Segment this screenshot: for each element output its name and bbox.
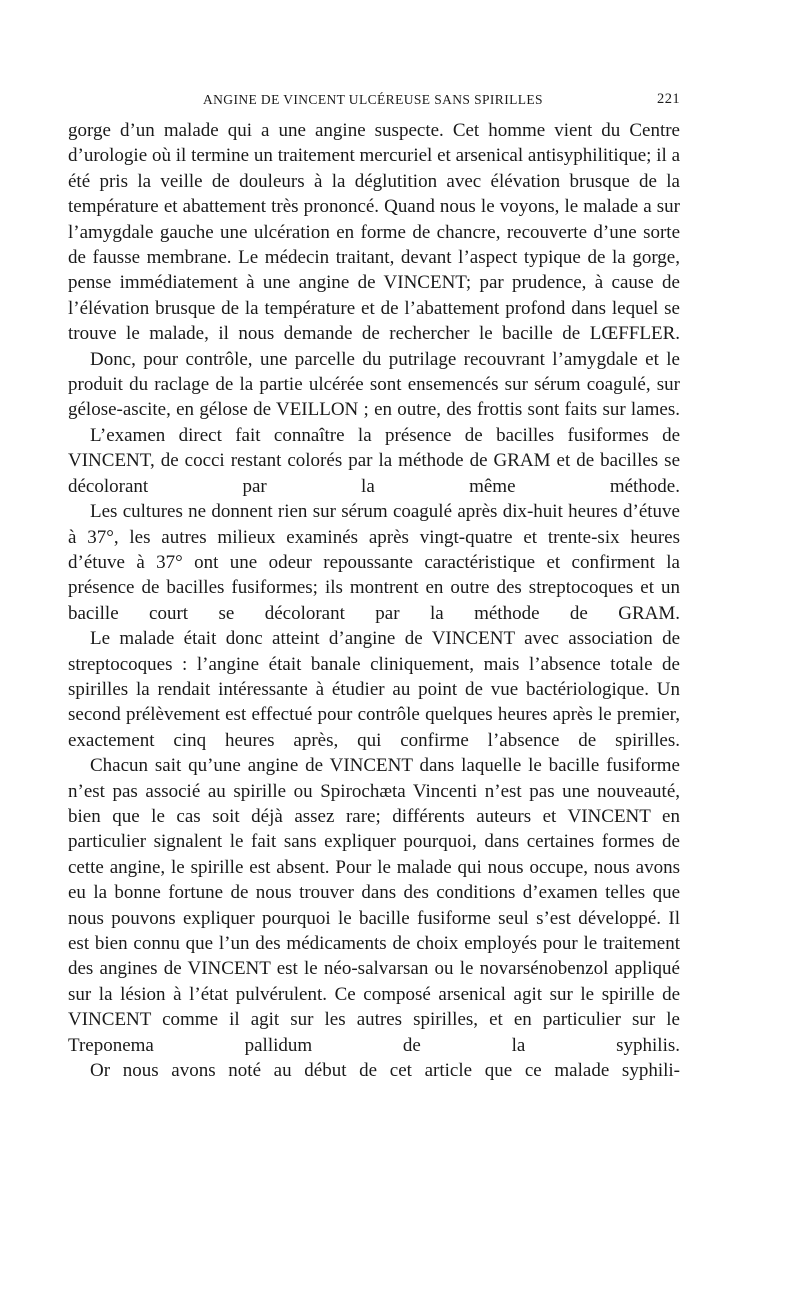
- paragraph-4: Les cultures ne donnent rien sur sérum coagulé après dix-huit heures d’étuve à 37°, les autres milieux examinés après vingt-quatre et trente-six heures d’étuve à 37° ont une odeur repoussante caractéristique et confirment la présence de bacilles fusiformes; ils montrent en outre des streptocoques et un bacille court se décolorant par la méthode de GRAM.: [68, 501, 680, 624]
- running-head: [68, 88, 680, 112]
- paragraph-3: L’examen direct fait connaître la présence de bacilles fusiformes de VINCENT, de cocci restant colorés par la méthode de GRAM et de bacilles se décolorant par la même méthode.: [68, 424, 680, 497]
- paragraph-2: Donc, pour contrôle, une parcelle du putrilage recouvrant l’amygdale et le produit du raclage de la partie ulcérée sont ensemencés sur sérum coagulé, sur gélose-ascite, en gélose de VEILLON ; en outre, des frottis sont faits sur lames.: [68, 348, 680, 421]
- paragraph-6: Chacun sait qu’une angine de VINCENT dans laquelle le bacille fusiforme n’est pas associé au spirille ou Spirochæta Vincenti n’est pas une nouveauté, bien que le cas soit déjà assez rare; différents auteurs et VINCENT en particulier signalent le fait sans expliquer pourquoi, dans certaines formes de cette angine, le spirille est absent. Pour le malade qui nous occupe, nous avons eu la bonne fortune de nous trouver dans des conditions d’examen telles que nous pouvons expliquer pourquoi le bacille fusiforme seul s’est développé. Il est bien connu que l’un des médicaments de choix employés pour le traitement des angines de VINCENT est le néo-salvarsan ou le novarsénobenzol appliqué sur la lésion à l’état pulvérulent. Ce composé arsenical agit sur le spirille de VINCENT comme il agit sur les autres spirilles, et en particulier sur le Treponema pallidum de la syphilis.: [68, 755, 680, 1056]
- paragraph-7: Or nous avons noté au début de cet article que ce malade syphili-: [90, 1060, 680, 1082]
- page: [68, 88, 680, 1083]
- paragraph-1: gorge d’un malade qui a une angine suspecte. Cet homme vient du Centre d’urologie où il termine un traitement mercuriel et arsenical antisyphilitique; il a été pris la veille de douleurs à la déglutition avec élévation brusque de la température et abattement très prononcé. Quand nous le voyons, le malade a sur l’amygdale gauche une ulcération en forme de chancre, recouverte d’une sorte de fausse membrane. Le médecin traitant, devant l’aspect typique de la gorge, pense immédiatement à une angine de VINCENT; par prudence, à cause de l’élévation brusque de la température et de l’abattement profond dans lequel se trouve le malade, il nous demande de rechercher le bacille de LŒFFLER.: [68, 120, 680, 345]
- body-text: [68, 118, 680, 1083]
- running-title: ANGINE DE VINCENT ULCÉREUSE SANS SPIRILLES: [203, 92, 543, 107]
- page-number: 221: [657, 91, 680, 107]
- paragraph-5: Le malade était donc atteint d’angine de VINCENT avec association de streptocoques : l’angine était banale cliniquement, mais l’absence totale de spirilles la rendait intéressante à étudier au point de vue bactériologique. Un second prélèvement est effectué pour contrôle quelques heures après le premier, exactement cinq heures après, qui confirme l’absence de spirilles.: [68, 628, 680, 751]
